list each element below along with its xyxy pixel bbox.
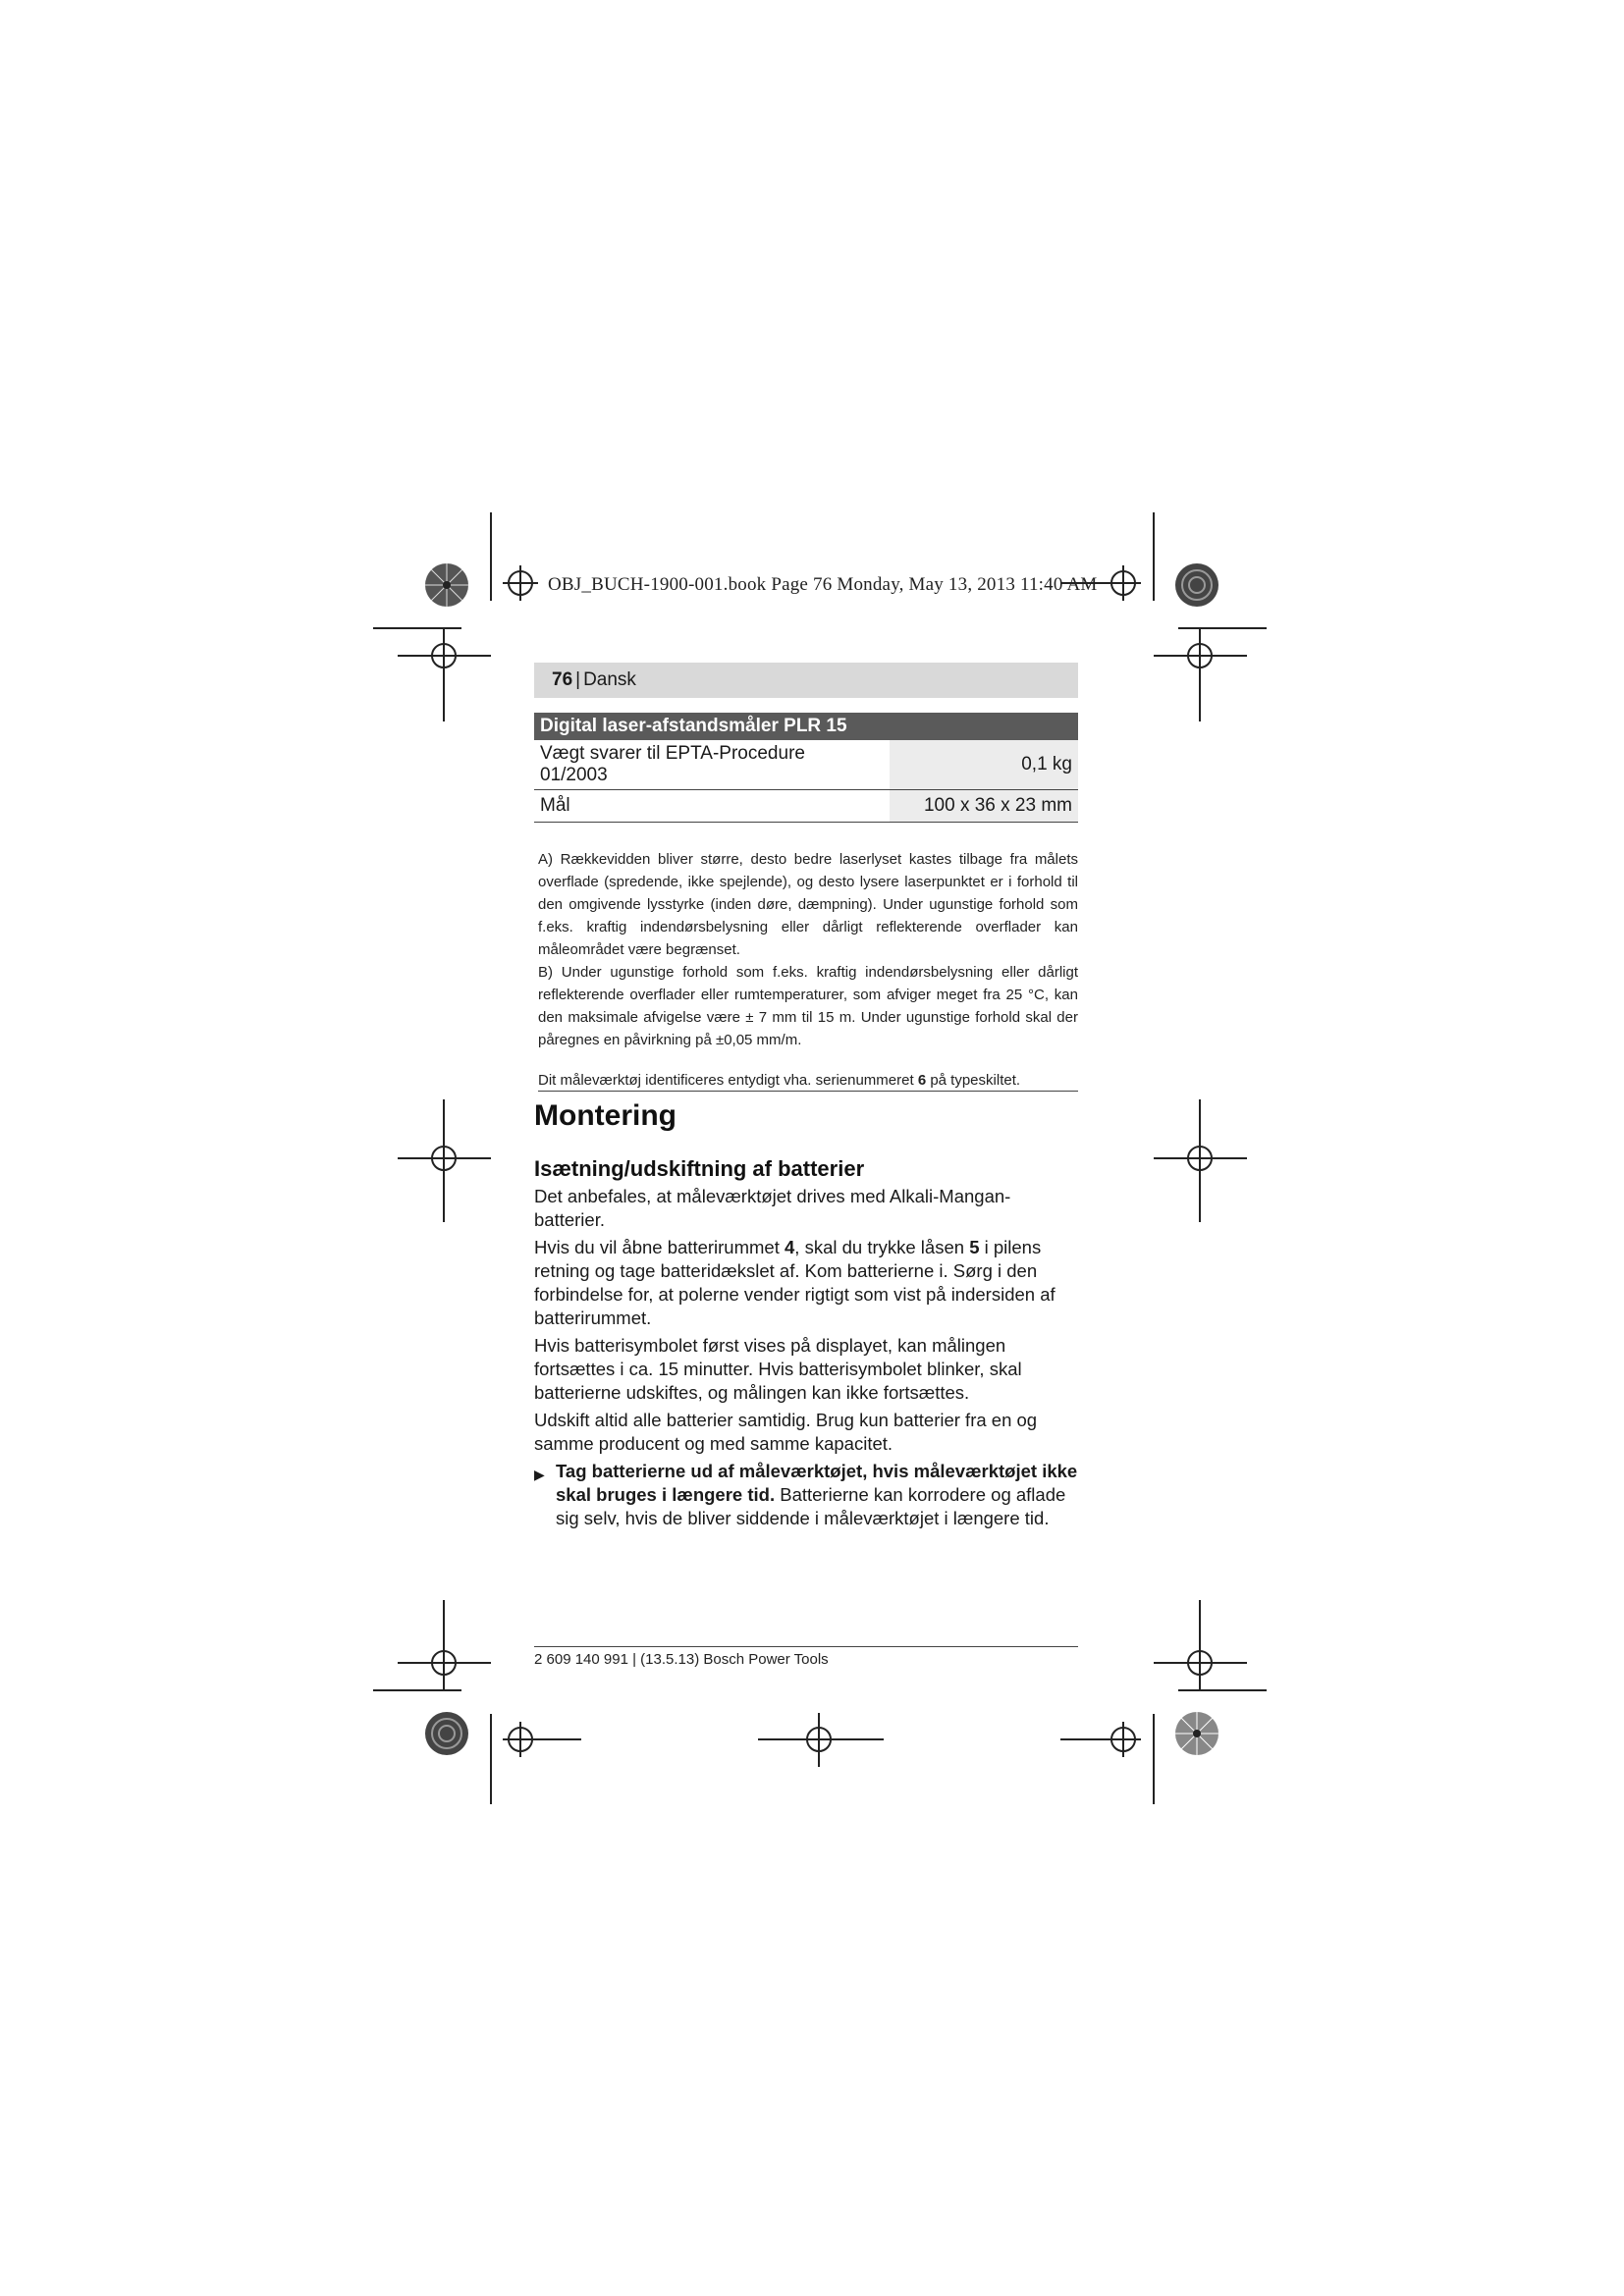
paragraph: Det anbefales, at måleværktøjet drives med Alkali-Mangan-batterier. (534, 1186, 1011, 1230)
warning-item (534, 1460, 1080, 1530)
serial-note-text: Dit måleværktøj identificeres entydigt vha. serienummeret (538, 1072, 918, 1089)
paragraph-text: , skal du trykke låsen (794, 1237, 970, 1257)
registration-target-bottom-right (1175, 1712, 1218, 1755)
crosshair-mark-mid-left (398, 1099, 491, 1222)
spec-value: 0,1 kg (890, 740, 1078, 790)
crosshair-mark-bottom-left (503, 1722, 581, 1757)
registration-target-top-right (1175, 563, 1218, 607)
footnote-a: A) Rækkevidden bliver større, desto bedre laserlyset kastes tilbage fra målets overflade (spredende, ikke spejlende), og desto lysere laserpunktet er i forhold til den omgivende lysstyrke (inden døre, dæmpning). Under ugunstige forhold som f.eks. kraftig indendørsbelysning eller dårligt reflekterende overflader kan måleområdet være begrænset. (538, 851, 1078, 958)
footnotes (538, 848, 1078, 1051)
serial-note-text-end: på typeskiltet. (926, 1072, 1021, 1089)
footer-rule (534, 1646, 1078, 1647)
page-footer: 2 609 140 991 | (13.5.13) Bosch Power Tools (534, 1651, 829, 1668)
registration-target-bottom-left (425, 1712, 468, 1755)
serial-number-ref: 6 (917, 1072, 927, 1089)
paragraph-text: Hvis du vil åbne batterirummet (534, 1237, 785, 1257)
registration-target-top-left (425, 563, 468, 607)
paragraph-text: i pilens retning og tage batteridækslet af. Kom batterierne i. Sørg i den forbindelse for, at polerne vender rigtigt som vist på indersiden af batterirummet. (534, 1237, 1056, 1328)
section-title: Montering (534, 1099, 677, 1132)
spec-table-title: Digital laser-afstandsmåler PLR 15 (534, 713, 1078, 740)
crosshair-mark-upper-right (1154, 628, 1247, 721)
print-slug: OBJ_BUCH-1900-001.book Page 76 Monday, May 13, 2013 11:40 AM (548, 574, 1098, 595)
body-text (534, 1185, 1080, 1530)
page-header (534, 663, 1078, 698)
paragraph: Udskift altid alle batterier samtidig. Brug kun batterier fra en og samme producent og med samme kapacitet. (534, 1410, 1038, 1454)
battery-compartment-ref: 4 (785, 1237, 795, 1257)
spec-value: 100 x 36 x 23 mm (890, 790, 1078, 823)
triangle-bullet-icon: ▶ (534, 1467, 545, 1482)
serial-note (538, 1072, 1078, 1092)
crosshair-mark-mid-right (1154, 1099, 1247, 1222)
warning-text: Batterierne kan korrodere og aflade sig selv, hvis de bliver siddende i måleværktøjet i længere tid. (556, 1484, 1066, 1528)
crosshair-mark-lower-left (398, 1600, 491, 1690)
paragraph (534, 1236, 1080, 1330)
crosshair-mark-lower-right (1154, 1600, 1247, 1690)
paragraph: Hvis batterisymbolet først vises på displayet, kan målingen fortsættes i ca. 15 minutter. Hvis batterisymbolet blinker, skal batterierne udskiftes, og målingen kan ikke fortsættes. (534, 1335, 1022, 1403)
page-number: 76 (552, 669, 573, 690)
warning-bold-text: Tag batterierne ud af måleværktøjet, hvis måleværktøjet ikke skal bruges i længere tid. (556, 1461, 1078, 1505)
table-row (534, 740, 1078, 790)
subsection-title: Isætning/udskiftning af batterier (534, 1156, 865, 1181)
crosshair-mark-bottom-right (1060, 1722, 1141, 1757)
lock-ref: 5 (969, 1237, 980, 1257)
spec-label: Vægt svarer til EPTA-Procedure 01/2003 (534, 740, 890, 790)
footnote-b: B) Under ugunstige forhold som f.eks. kraftig indendørsbelysning eller dårligt reflekterende overflader eller rumtemperaturer, som afviger meget fra 25 °C, kan den maksimale afvigelse være ± 7 mm til 15 m. Under ugunstige forhold skal der påregnes en påvirkning på ±0,05 mm/m. (538, 964, 1078, 1048)
spec-label: Mål (534, 790, 890, 823)
crosshair-mark-bottom-center (758, 1713, 884, 1767)
crosshair-mark-top-left (503, 565, 538, 601)
header-separator: | (575, 669, 581, 690)
table-row (534, 790, 1078, 823)
header-language: Dansk (583, 669, 636, 690)
crosshair-mark-upper-left (398, 628, 491, 721)
spec-table (534, 713, 1078, 823)
